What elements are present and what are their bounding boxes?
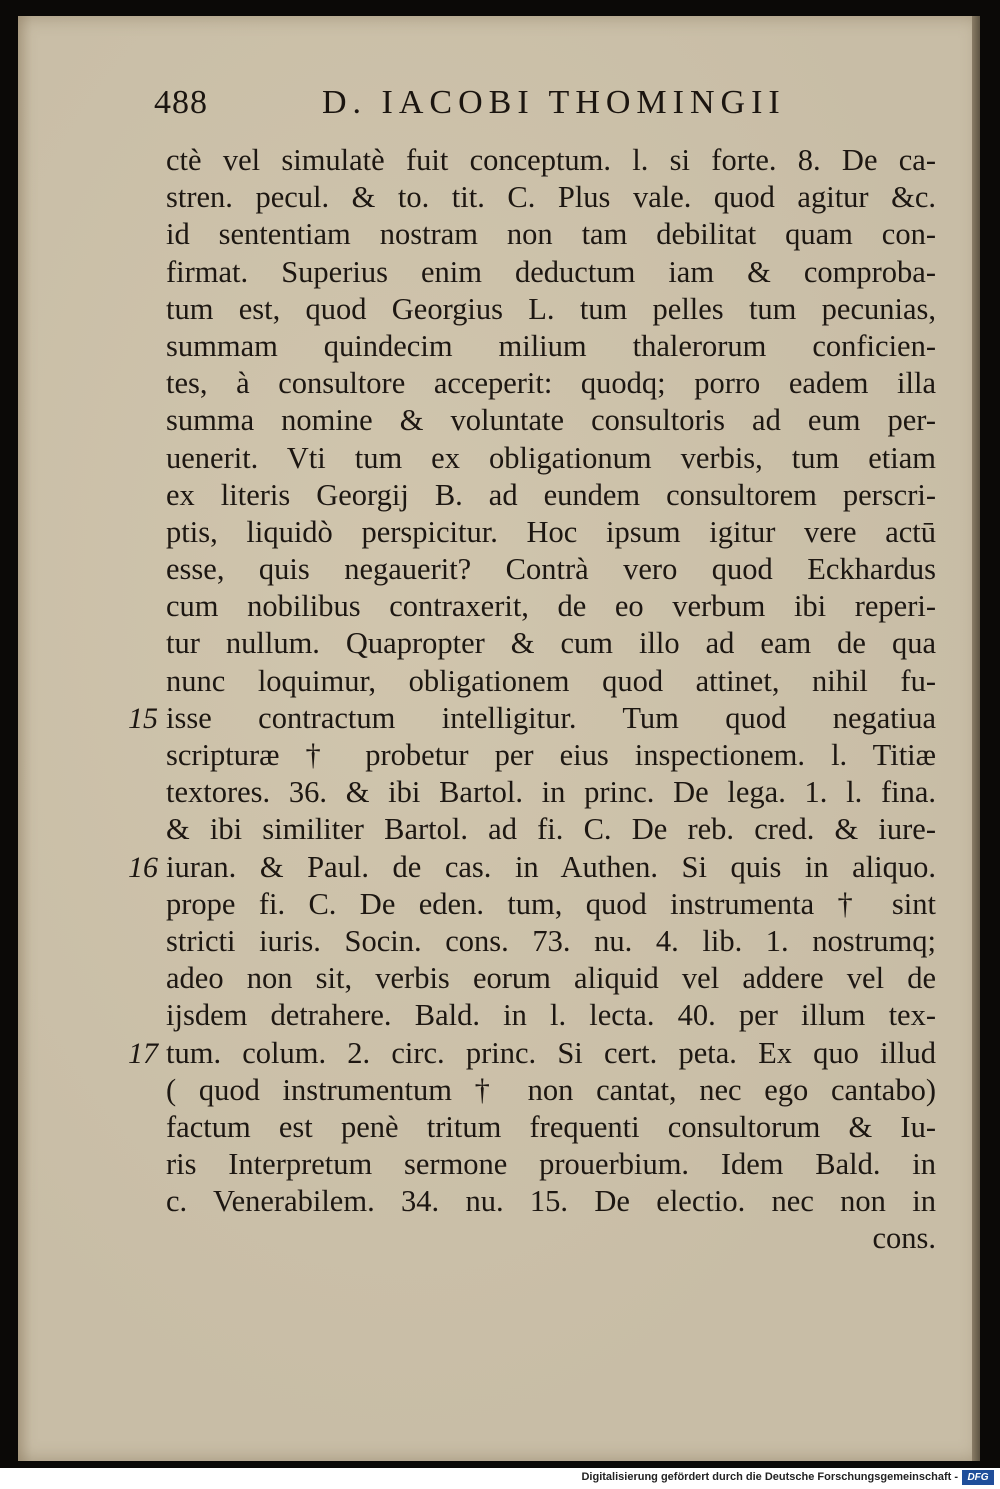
text-line: summa nomine & voluntate consultoris ad eum per- (166, 403, 936, 438)
text-line: factum est penè tritum frequenti consultorum & Iu- (166, 1109, 936, 1144)
text-line: stricti iuris. Socin. cons. 73. nu. 4. lib. 1. nostrumq; (166, 923, 936, 958)
text-line: tum est, quod Georgius L. tum pelles tum pecunias, (166, 291, 936, 326)
text-line: prope fi. C. De eden. tum, quod instrumenta † sint (166, 886, 936, 921)
running-title: D. IACOBI THOMINGII (322, 84, 786, 121)
text-line: firmat. Superius enim deductum iam & comproba- (166, 254, 936, 289)
text-line: ex literis Georgij B. ad eundem consultorem perscri- (166, 477, 936, 512)
text-line: scripturæ † probetur per eius inspectionem. l. Titiæ (166, 738, 936, 772)
page-edge (972, 16, 980, 1461)
page-number: 488 (154, 84, 208, 121)
body-text (166, 142, 936, 1258)
margin-number: 17 (128, 1036, 158, 1070)
text-line: uenerit. Vti tum ex obligationum verbis, tum etiam (166, 440, 936, 475)
text-line: ijsdem detrahere. Bald. in l. lecta. 40. per illum tex- (166, 998, 936, 1033)
text-line: tum. colum. 2. circ. princ. Si cert. peta. Ex quo illud (166, 1035, 936, 1070)
text-line: tur nullum. Quapropter & cum illo ad eam de qua (166, 626, 936, 661)
margin-number: 15 (128, 702, 158, 735)
dfg-logo-icon: DFG (962, 1470, 994, 1485)
text-line: adeo non sit, verbis eorum aliquid vel addere vel de (166, 961, 936, 996)
text-line: ( quod instrumentum † non cantat, nec ego cantabo) (166, 1072, 936, 1107)
running-head (154, 84, 834, 134)
text-line: isse contractum intelligitur. Tum quod negatiua (166, 700, 936, 735)
text-line: esse, quis negauerit? Contrà vero quod Eckhardus (166, 552, 936, 587)
margin-number: 16 (128, 850, 158, 884)
text-line: ptis, liquidò perspicitur. Hoc ipsum igitur vere actū (166, 514, 936, 549)
text-line: summam quindecim milium thalerorum conficien- (166, 328, 936, 363)
footer-bar (0, 1468, 1000, 1489)
text-line: stren. pecul. & to. tit. C. Plus vale. quod agitur &c. (166, 180, 936, 215)
text-line: id sententiam nostram non tam debilitat quam con- (166, 217, 936, 252)
text-line: & ibi similiter Bartol. ad fi. C. De reb. cred. & iure- (166, 812, 936, 847)
text-line: textores. 36. & ibi Bartol. in princ. De lega. 1. l. fina. (166, 775, 936, 810)
funding-credit: Digitalisierung gefördert durch die Deutsche Forschungsgemeinschaft - (581, 1471, 958, 1483)
text-line: nunc loquimur, obligationem quod attinet, nihil fu- (166, 663, 936, 698)
text-line: cons. (872, 1221, 936, 1256)
text-line: ris Interpretum sermone prouerbium. Idem Bald. in (166, 1147, 936, 1182)
text-line: iuran. & Paul. de cas. in Authen. Si quis in aliquo. (166, 849, 936, 884)
text-line: tes, à consultore acceperit: quodq; porro eadem illa (166, 366, 936, 401)
text-line: cum nobilibus contraxerit, de eo verbum ibi reperi- (166, 589, 936, 624)
text-line: ctè vel simulatè fuit conceptum. l. si forte. 8. De ca- (166, 143, 936, 177)
text-line: c. Venerabilem. 34. nu. 15. De electio. nec non in (166, 1184, 936, 1219)
